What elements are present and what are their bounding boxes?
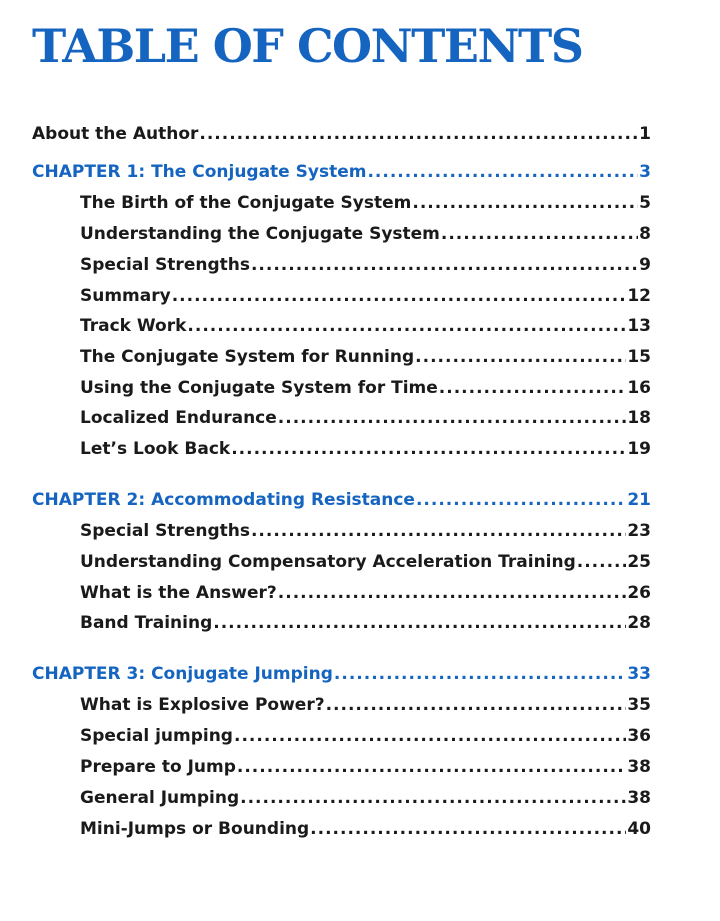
toc-section-entry[interactable] [80, 284, 651, 308]
toc-entry-title: What is the Answer? [80, 583, 277, 603]
toc-entry-title: Special jumping [80, 726, 233, 746]
toc-section-entry[interactable] [80, 406, 651, 430]
toc-page-number: 1 [639, 124, 651, 144]
dot-leader [415, 345, 626, 369]
dot-leader [234, 724, 626, 748]
toc-chapter-entry[interactable] [32, 488, 651, 512]
dot-leader [439, 376, 627, 400]
toc-entry-title: Mini-Jumps or Bounding [80, 819, 310, 839]
dot-leader [334, 662, 626, 686]
toc-section-entry[interactable] [80, 191, 651, 215]
toc-chapter-entry[interactable] [32, 160, 651, 184]
toc-entry-title: The Birth of the Conjugate System [80, 193, 412, 213]
toc-entry-title: General Jumping [80, 788, 240, 808]
toc-page-number: 18 [627, 408, 651, 428]
toc-section-entry[interactable] [80, 724, 651, 748]
dot-leader [412, 191, 638, 215]
toc-entry[interactable] [32, 122, 651, 146]
toc-chapter-entry[interactable] [32, 662, 651, 686]
dot-leader [231, 437, 626, 461]
dot-leader [577, 550, 627, 574]
toc-entry-title: Special Strengths [80, 521, 250, 541]
toc-page-number: 33 [627, 664, 651, 684]
toc-section-entry[interactable] [80, 376, 651, 400]
toc-entry-title: CHAPTER 3: Conjugate Jumping [32, 664, 333, 684]
toc-entry-title: Track Work [80, 316, 187, 336]
toc-page-number: 12 [627, 286, 651, 306]
toc-page-number: 8 [639, 224, 651, 244]
toc-entry-title: CHAPTER 2: Accommodating Resistance [32, 490, 415, 510]
toc-page-number: 26 [627, 583, 651, 603]
toc-page-number: 38 [627, 788, 651, 808]
toc-page-number: 25 [627, 552, 651, 572]
dot-leader [251, 519, 626, 543]
dot-leader [367, 160, 638, 184]
toc-section-entry[interactable] [80, 222, 651, 246]
toc-section-entry[interactable] [80, 581, 651, 605]
toc-entry-title: What is Explosive Power? [80, 695, 325, 715]
toc-entry-title: Understanding Compensatory Acceleration Training [80, 552, 576, 572]
toc-page-number: 5 [639, 193, 651, 213]
toc-entry-title: Special Strengths [80, 255, 250, 275]
toc-section-entry[interactable] [80, 786, 651, 810]
toc-page-number: 15 [627, 347, 651, 367]
toc-section-entry[interactable] [80, 345, 651, 369]
dot-leader [251, 253, 638, 277]
toc-entry-title: Band Training [80, 613, 213, 633]
dot-leader [213, 611, 626, 635]
toc-entry-title: Using the Conjugate System for Time [80, 378, 438, 398]
toc-page-number: 3 [639, 162, 651, 182]
dot-leader [187, 314, 626, 338]
toc-section-entry[interactable] [80, 550, 651, 574]
toc-entry-title: CHAPTER 1: The Conjugate System [32, 162, 367, 182]
toc-entry-title: Summary [80, 286, 171, 306]
toc-page-number: 38 [627, 757, 651, 777]
toc-page-number: 13 [627, 316, 651, 336]
toc-entry-title: Understanding the Conjugate System [80, 224, 440, 244]
toc-section-entry[interactable] [80, 817, 651, 841]
dot-leader [237, 755, 626, 779]
toc-entry-title: About the Author [32, 124, 199, 144]
toc-page-number: 23 [627, 521, 651, 541]
dot-leader [278, 406, 627, 430]
toc-page-number: 40 [627, 819, 651, 839]
toc-entry-title: Prepare to Jump [80, 757, 236, 777]
toc-section-entry[interactable] [80, 253, 651, 277]
toc-section-entry[interactable] [80, 519, 651, 543]
toc-page-number: 19 [627, 439, 651, 459]
dot-leader [199, 122, 638, 146]
dot-leader [441, 222, 638, 246]
page-title: TABLE OF CONTENTS [32, 19, 583, 73]
dot-leader [172, 284, 627, 308]
toc-section-entry[interactable] [80, 611, 651, 635]
dot-leader [240, 786, 626, 810]
toc-entry-title: Localized Endurance [80, 408, 277, 428]
toc-section-entry[interactable] [80, 755, 651, 779]
toc-section-entry[interactable] [80, 437, 651, 461]
toc-section-entry[interactable] [80, 314, 651, 338]
dot-leader [326, 693, 627, 717]
toc-page-number: 21 [627, 490, 651, 510]
toc-section-entry[interactable] [80, 693, 651, 717]
toc-page-number: 9 [639, 255, 651, 275]
toc-entry-title: Let’s Look Back [80, 439, 231, 459]
toc-entry-title: The Conjugate System for Running [80, 347, 415, 367]
dot-leader [278, 581, 627, 605]
dot-leader [416, 488, 626, 512]
toc-page-number: 35 [627, 695, 651, 715]
toc-page-number: 36 [627, 726, 651, 746]
dot-leader [310, 817, 626, 841]
toc-page-number: 28 [627, 613, 651, 633]
toc-page-number: 16 [627, 378, 651, 398]
